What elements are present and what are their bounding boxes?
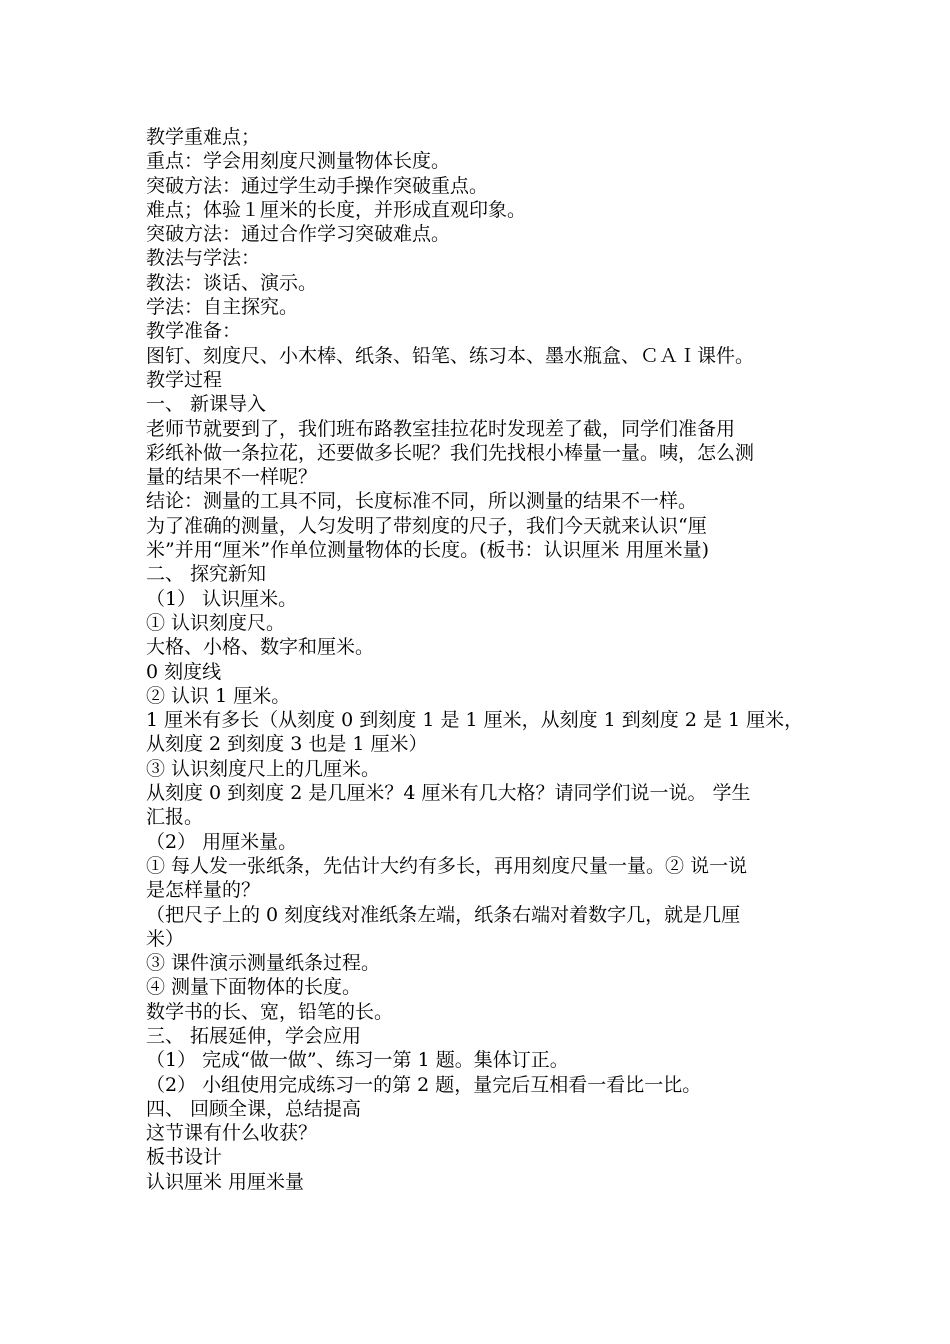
board-design-line: 认识厘米 用厘米量	[146, 1170, 305, 1193]
paragraph-line: 大格、小格、数字和厘米。	[146, 636, 375, 659]
paragraph-line: 0 刻度线	[146, 660, 222, 683]
paragraph-line: 汇报。	[146, 806, 204, 829]
list-item: ① 认识刻度尺。	[146, 611, 286, 634]
list-item: ③ 课件演示测量纸条过程。	[146, 952, 381, 975]
document-body	[146, 125, 846, 1194]
heading-process: 教学过程	[146, 368, 223, 391]
difficulty-method-line: 突破方法：通过合作学习突破难点。	[146, 223, 451, 246]
paragraph-line: 米）	[146, 927, 185, 950]
paragraph-line: 数学书的长、宽，铅笔的长。	[146, 1000, 394, 1023]
paragraph-line: 这节课有什么收获？	[146, 1122, 318, 1145]
paragraph-line: 米”并用“厘米”作单位测量物体的长度。(板书：认识厘米 用厘米量)	[146, 539, 710, 562]
list-item: ② 认识 1 厘米。	[146, 684, 291, 707]
subsection-heading: （2） 用厘米量。	[146, 830, 298, 853]
paragraph-line: 从刻度 2 到刻度 3 也是 1 厘米）	[146, 733, 428, 756]
paragraph-line: 1 厘米有多长（从刻度 0 到刻度 1 是 1 厘米，从刻度 1 到刻度 2 是 1 厘米，	[146, 709, 804, 732]
section-2-heading: 二、 探究新知	[146, 563, 267, 586]
board-design-heading: 板书设计	[146, 1146, 223, 1169]
list-item: ① 每人发一张纸条，先估计大约有多长，再用刻度尺量一量。② 说一说	[146, 854, 748, 877]
conclusion-line: 结论：测量的工具不同，长度标准不同，所以测量的结果不一样。	[146, 490, 698, 513]
learning-method-line: 学法：自主探究。	[146, 296, 299, 319]
heading-methods: 教法与学法：	[146, 247, 261, 270]
paragraph-line: 是怎样量的？	[146, 879, 261, 902]
subsection-heading: （1） 认识厘米。	[146, 587, 298, 610]
paragraph-line: 彩纸补做一条拉花，还要做多长呢？我们先找根小棒量一量。咦，怎么测	[146, 441, 755, 464]
subsection-item: （2） 小组使用完成练习一的第 2 题，量完后互相看一看比一比。	[146, 1073, 702, 1096]
paragraph-line: 从刻度 0 到刻度 2 是几厘米？4 厘米有几大格？请同学们说一说。 学生	[146, 782, 751, 805]
difficulty-line: 难点；体验１厘米的长度，并形成直观印象。	[146, 198, 527, 221]
list-item: ③ 认识刻度尺上的几厘米。	[146, 757, 381, 780]
paragraph-line: 量的结果不一样呢？	[146, 466, 318, 489]
key-point-line: 重点：学会用刻度尺测量物体长度。	[146, 150, 451, 173]
teaching-method-line: 教法：谈话、演示。	[146, 271, 318, 294]
heading-preparation: 教学准备：	[146, 320, 242, 343]
paragraph-line: 为了准确的测量，人匀发明了带刻度的尺子，我们今天就来认识“厘	[146, 514, 707, 537]
key-point-method-line: 突破方法：通过学生动手操作突破重点。	[146, 174, 489, 197]
list-item: ④ 测量下面物体的长度。	[146, 976, 362, 999]
paragraph-line: （把尺子上的 0 刻度线对准纸条左端，纸条右端对着数字几，就是几厘	[146, 903, 741, 926]
section-1-heading: 一、 新课导入	[146, 393, 267, 416]
heading-key-points: 教学重难点；	[146, 126, 261, 148]
subsection-item: （1） 完成“做一做”、练习一第 1 题。集体订正。	[146, 1049, 569, 1072]
section-3-heading: 三、 拓展延伸，学会应用	[146, 1024, 362, 1047]
paragraph-line: 老师节就要到了，我们班布路教室挂拉花时发现差了截，同学们准备用	[146, 417, 736, 440]
section-4-heading: 四、 回顾全课，总结提高	[146, 1097, 362, 1120]
materials-line: 图钉、刻度尺、小木棒、纸条、铅笔、练习本、墨水瓶盒、ＣＡＩ课件。	[146, 344, 755, 367]
